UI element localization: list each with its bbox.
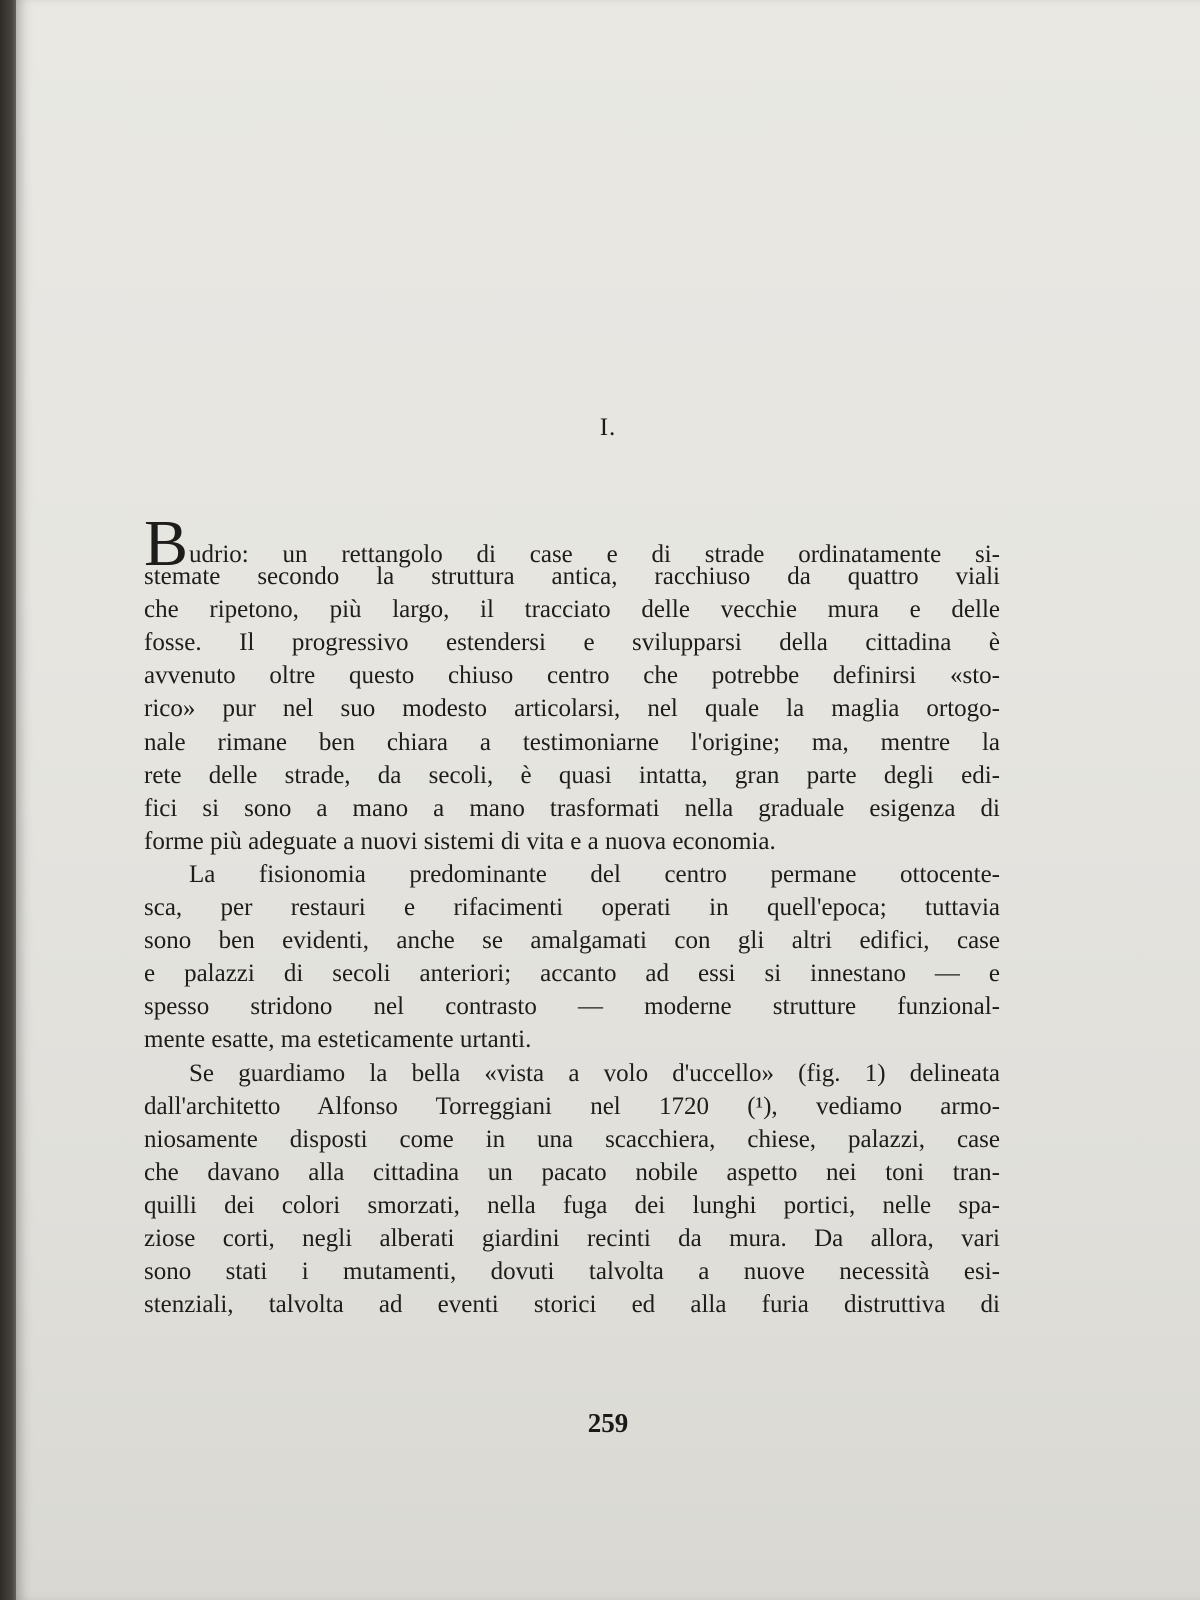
text-line: sono stati i mutamenti, dovuti talvolta a nuove necessità esi-: [144, 1258, 1000, 1286]
text-line: fici si sono a mano a mano trasformati nella graduale esigenza di: [144, 794, 1000, 822]
text-line: forme più adeguate a nuovi sistemi di vita e a nuova economia.: [144, 827, 776, 855]
text-line: rico» pur nel suo modesto articolarsi, nel quale la maglia ortogo-: [144, 695, 1000, 723]
text-line: Se guardiamo la bella «vista a volo d'uccello» (fig. 1) delineata: [189, 1059, 1000, 1087]
text-line: che ripetono, più largo, il tracciato delle vecchie mura e delle: [144, 596, 1000, 624]
chapter-number: I.: [599, 414, 617, 441]
text-line: stemate secondo la struttura antica, racchiuso da quattro viali: [144, 563, 1000, 591]
body-text: [144, 507, 1000, 1321]
text-line: spesso stridono nel contrasto — moderne strutture funzional-: [144, 993, 1000, 1021]
text-line: stenziali, talvolta ad eventi storici ed alla furia distruttiva di: [144, 1291, 1000, 1319]
text-line: mente esatte, ma esteticamente urtanti.: [144, 1026, 532, 1054]
text-line: che davano alla cittadina un pacato nobile aspetto nei toni tran-: [144, 1158, 1000, 1186]
page-number: 259: [587, 1408, 629, 1438]
text-line: fosse. Il progressivo estendersi e svilupparsi della cittadina è: [144, 629, 1000, 657]
text-line: nale rimane ben chiara a testimoniarne l'origine; ma, mentre la: [144, 728, 1000, 756]
text-line: quilli dei colori smorzati, nella fuga dei lunghi portici, nelle spa-: [144, 1191, 1000, 1219]
drop-cap-initial: B: [144, 507, 189, 580]
text-line: ziose corti, negli alberati giardini recinti da mura. Da allora, vari: [144, 1224, 1000, 1252]
text-line: rete delle strade, da secoli, è quasi intatta, gran parte degli edi-: [144, 761, 1000, 789]
text-line: sca, per restauri e rifacimenti operati in quell'epoca; tuttavia: [144, 894, 1000, 922]
text-line: avvenuto oltre questo chiuso centro che potrebbe definirsi «sto-: [144, 662, 1000, 690]
text-line: e palazzi di secoli anteriori; accanto ad essi si innestano — e: [144, 960, 1000, 988]
book-page: [16, 0, 1200, 1600]
text-line: sono ben evidenti, anche se amalgamati con gli altri edifici, case: [144, 927, 1000, 955]
text-line: La fisionomia predominante del centro permane ottocente-: [189, 860, 1000, 888]
text-line: dall'architetto Alfonso Torreggiani nel 1720 (¹), vediamo armo-: [144, 1092, 1000, 1120]
text-line: niosamente disposti come in una scacchiera, chiese, palazzi, case: [144, 1125, 1000, 1153]
text-line-content: udrio: un rettangolo di case e di strade ordinatamente si-: [189, 541, 1000, 568]
